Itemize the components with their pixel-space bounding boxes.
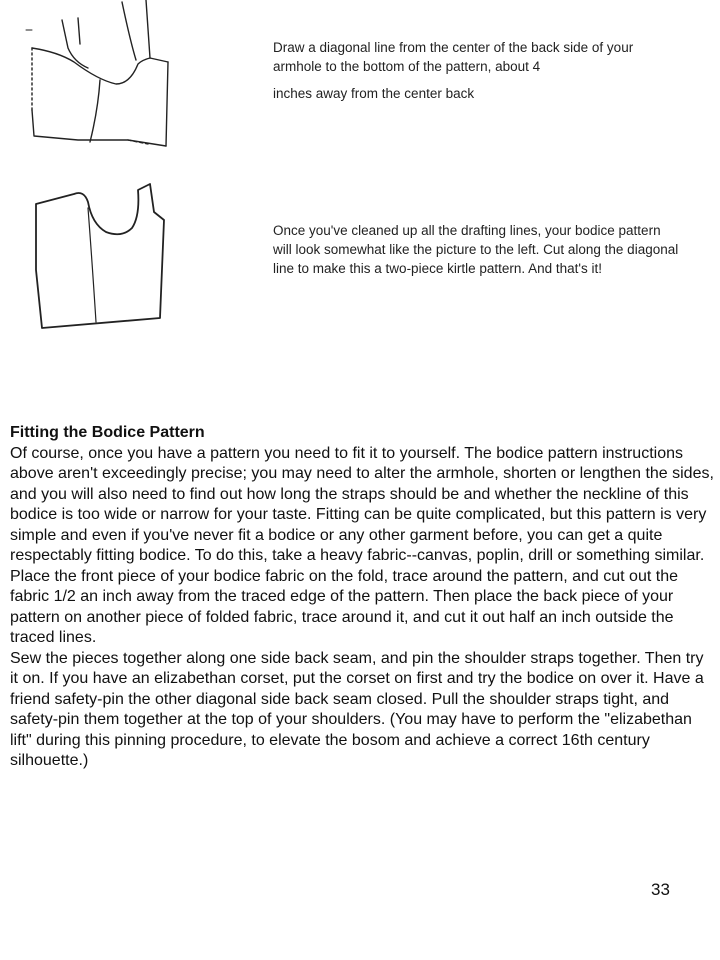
two-piece-kirtle-pattern-figure: [30, 180, 170, 330]
strap-right-line: [146, 0, 150, 58]
bodice-right-side: [166, 62, 168, 146]
pattern-diagonal-cut: [88, 208, 96, 322]
figure-caption-top: Draw a diagonal line from the center of the back side of your armhole to the bottom of the pattern, about 4: [273, 40, 634, 74]
page-number: 33: [651, 880, 670, 899]
figure-caption-bottom: Once you've cleaned up all the drafting lines, your bodice pattern will look somewhat like the picture to the left. Cut along the diagonal line to make this a two-piece kirtle pattern. And that's it!: [273, 223, 679, 276]
armhole-curve: [32, 48, 150, 84]
bodice-diagonal-line-figure: [18, 0, 178, 170]
bodice-bottom-edge: [32, 110, 166, 146]
section-heading: Fitting the Bodice Pattern: [10, 424, 205, 441]
main-text: [10, 423, 715, 772]
paragraph-2: Sew the pieces together along one side back seam, and pin the shoulder straps together. Then try it on. If you have an elizabethan corset, put the corset on first and try the bodice on over it. Have a friend safety-pin the other diagonal side back seam closed. Pull the shoulder straps tight, and safety-pin them together at the top of your shoulders. (You may have to perform the "elizabethan lift" during this pinning procedure, to elevate the bosom and achieve a correct 16th century silhouette.): [10, 649, 704, 769]
strap-right-line: [122, 2, 136, 60]
diagonal-line: [90, 80, 100, 142]
bodice-top-edge: [150, 58, 168, 62]
figure-caption-top-continued: inches away from the center back: [273, 86, 475, 101]
pattern-outline: [36, 184, 164, 328]
paragraph-1: Of course, once you have a pattern you need to fit it to yourself. The bodice pattern instructions above aren't exceedingly precise; you may need to alter the armhole, shorten or lengthen the sides, and you will also need to find out how long the straps should be and whether the neckline of this bodice is too wide or narrow for your taste. Fitting can be quite complicated, but this pattern is very simple and even if you've never fit a bodice or any other garment before, you can get a quite respectably fitting bodice. To do this, take a heavy fabric--canvas, poplin, drill or something similar. Place the front piece of your bodice fabric on the fold, trace around the pattern, and cut out the fabric 1/2 an inch away from the traced edge of the pattern. Then place the back piece of your pattern on another piece of folded fabric, trace around it, and cut it out half an inch outside the traced lines.: [10, 444, 714, 646]
strap-left-line: [78, 18, 80, 44]
strap-left-line: [62, 20, 88, 68]
